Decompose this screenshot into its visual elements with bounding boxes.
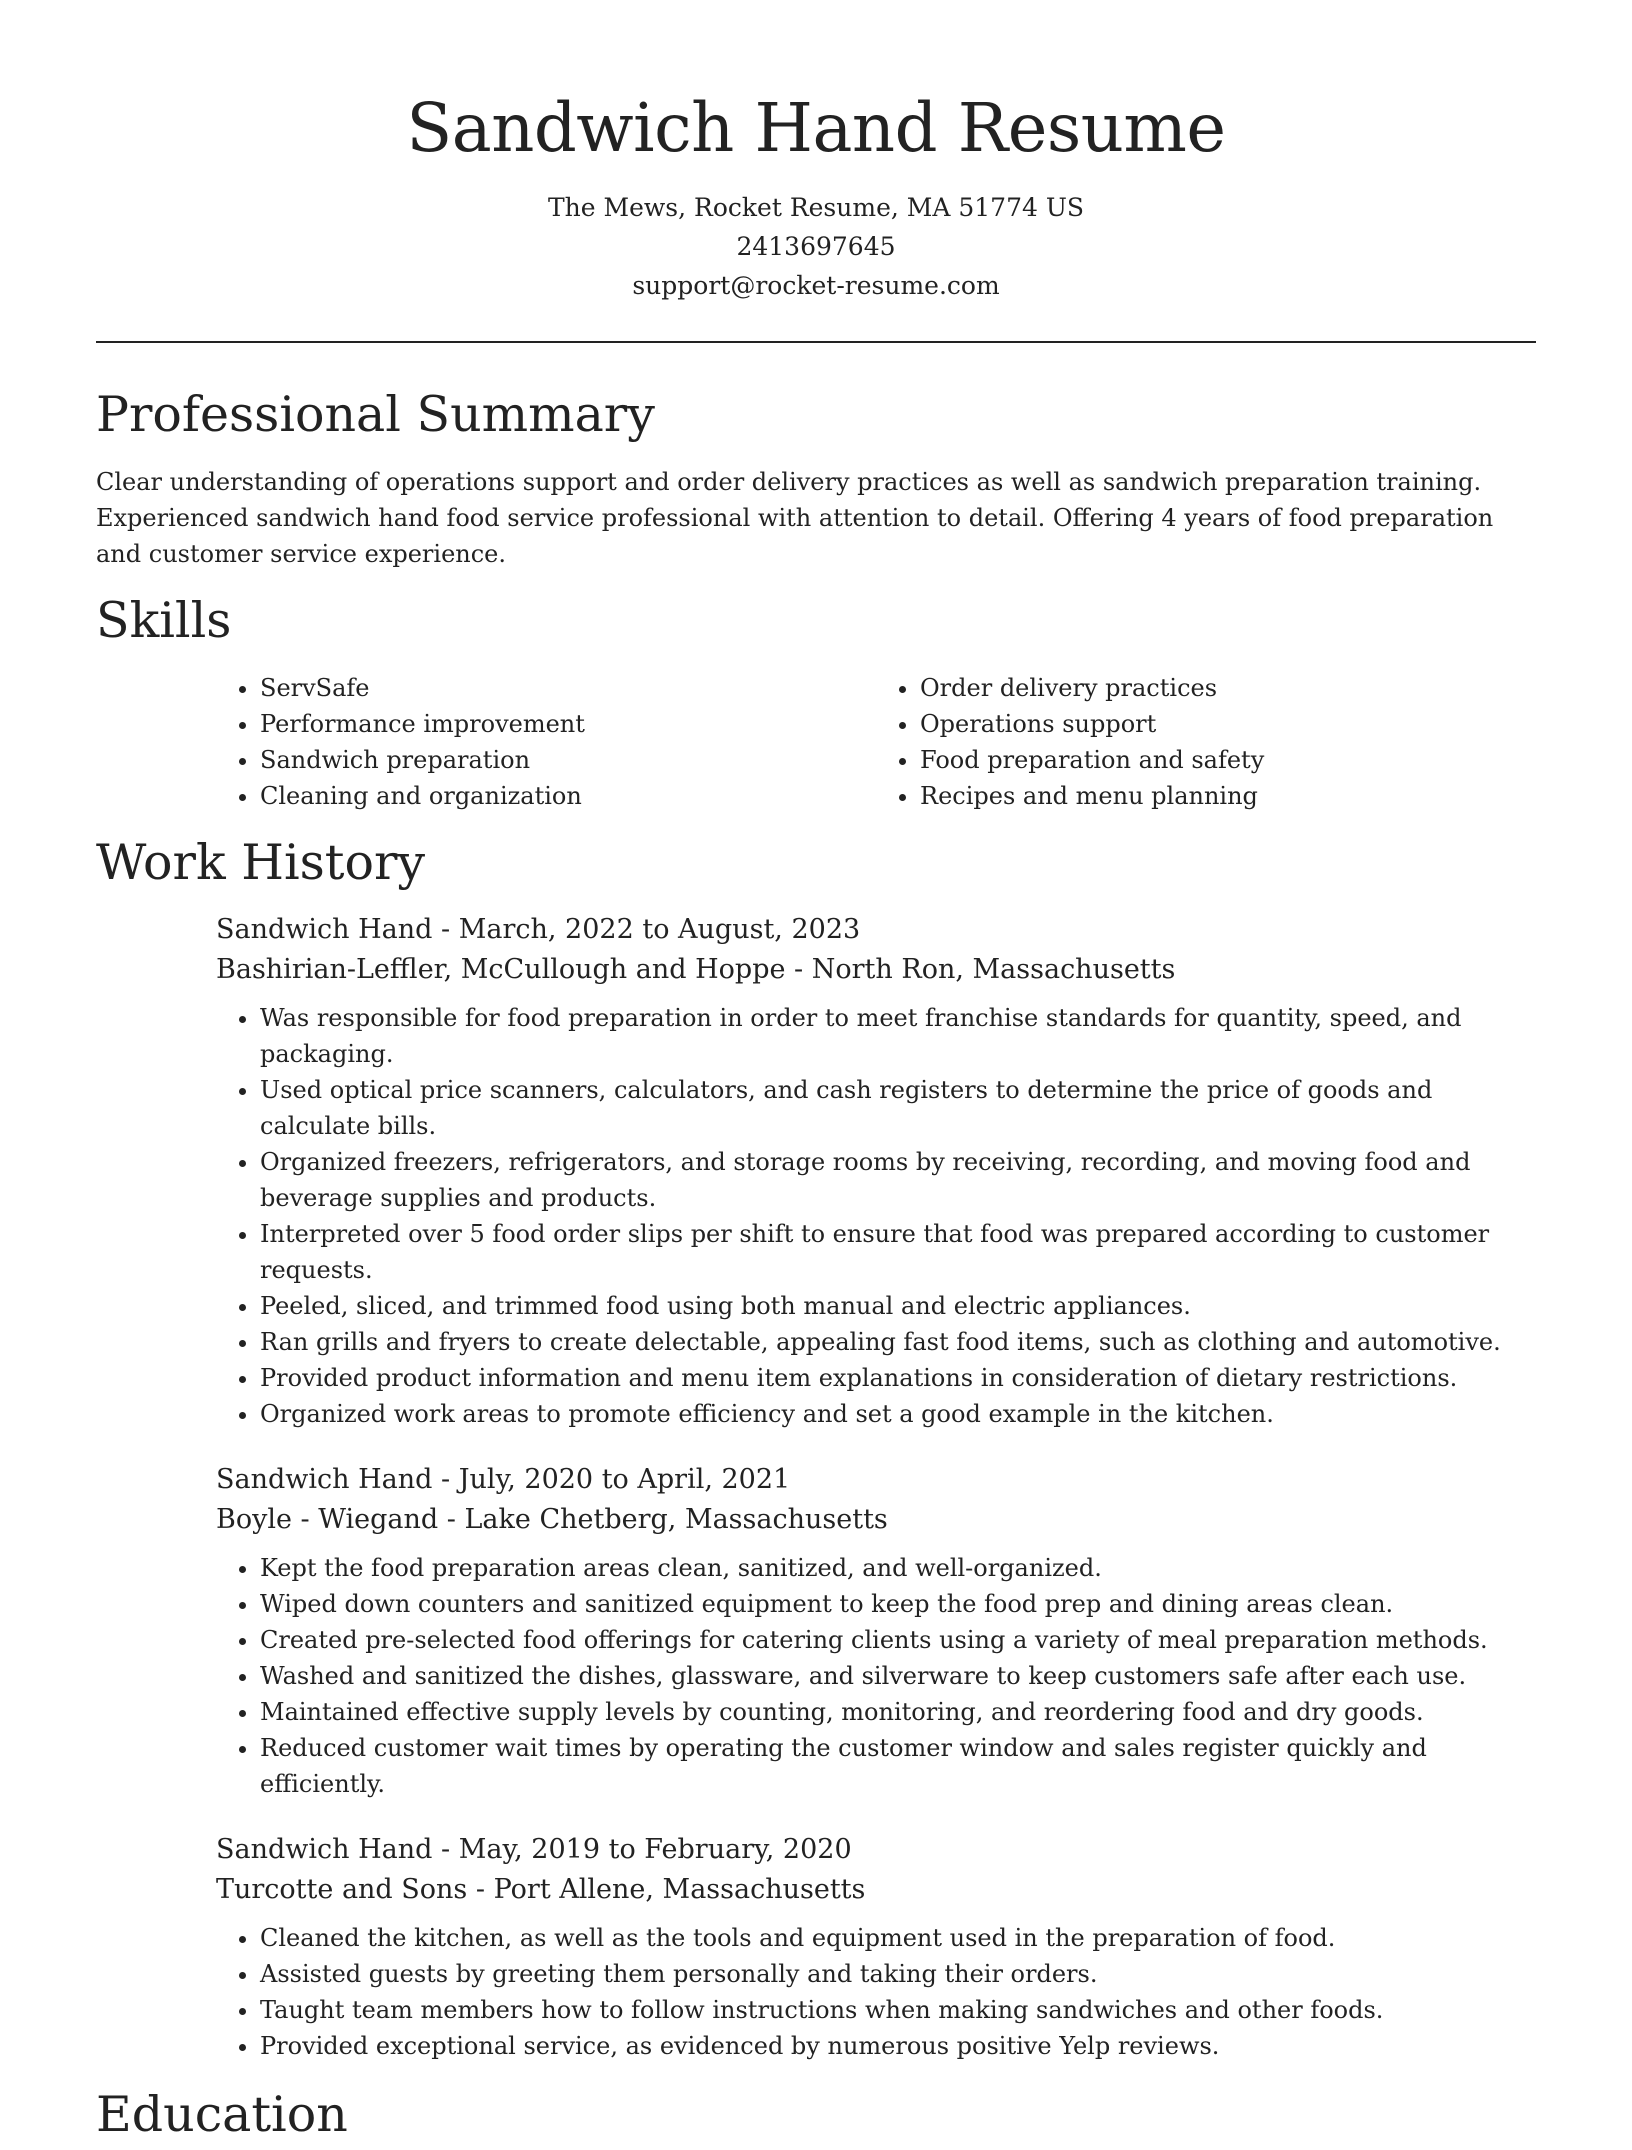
duty-item: • Wiped down counters and sanitized equipment to keep the food prep and dining areas clean. <box>260 1586 1536 1622</box>
resume-title: Sandwich Hand Resume <box>406 89 1226 167</box>
skills-column-left <box>216 670 876 814</box>
job-entry <box>216 1830 1536 2064</box>
duty-item: • Used optical price scanners, calculators, and cash registers to determine the price of goods and calculate bills. <box>260 1072 1536 1144</box>
skills-list <box>216 670 1536 814</box>
skill-item: • Sandwich preparation <box>260 742 876 778</box>
separator: - <box>432 1834 459 1865</box>
separator: - <box>432 1464 459 1495</box>
skill-item: • Operations support <box>920 706 1536 742</box>
job-duties <box>216 1920 1536 2064</box>
job-title-line <box>216 1830 1536 1870</box>
job-company-line <box>216 950 1536 990</box>
job-company-line <box>216 1870 1536 1910</box>
job-company: Boyle - Wiegand <box>216 1504 439 1535</box>
duty-item: • Maintained effective supply levels by counting, monitoring, and reordering food and dry goods. <box>260 1694 1536 1730</box>
duty-item: • Created pre-selected food offerings for catering clients using a variety of meal preparation methods. <box>260 1622 1536 1658</box>
job-location: North Ron, Massachusetts <box>811 954 1176 985</box>
job-entry <box>216 910 1536 1432</box>
email: support@rocket-resume.com <box>632 271 1000 300</box>
resume-body <box>96 380 1536 2150</box>
resume-header <box>0 0 1632 305</box>
job-company: Bashirian-Leffler, McCullough and Hoppe <box>216 954 786 985</box>
job-dates: May, 2019 to February, 2020 <box>458 1834 852 1865</box>
duty-item: • Washed and sanitized the dishes, glassware, and silverware to keep customers safe after each use. <box>260 1658 1536 1694</box>
work-history-heading: Work History <box>96 834 426 891</box>
skill-item: • Cleaning and organization <box>260 778 876 814</box>
job-company: Turcotte and Sons <box>216 1874 468 1905</box>
job-company-line <box>216 1500 1536 1540</box>
skill-item: • Order delivery practices <box>920 670 1536 706</box>
address: The Mews, Rocket Resume, MA 51774 US <box>547 193 1085 222</box>
job-role: Sandwich Hand <box>216 914 433 945</box>
job-dates: July, 2020 to April, 2021 <box>458 1464 791 1495</box>
duty-item: • Assisted guests by greeting them personally and taking their orders. <box>260 1956 1536 1992</box>
duty-item: • Organized work areas to promote efficiency and set a good example in the kitchen. <box>260 1396 1536 1432</box>
job-location: Port Allene, Massachusetts <box>493 1874 866 1905</box>
duty-item: • Organized freezers, refrigerators, and storage rooms by receiving, recording, and moving food and beverage supplies and products. <box>260 1144 1536 1216</box>
duty-item: • Reduced customer wait times by operating the customer window and sales register quickly and efficiently. <box>260 1730 1536 1802</box>
job-role: Sandwich Hand <box>216 1834 433 1865</box>
duty-item: • Was responsible for food preparation in order to meet franchise standards for quantity, speed, and packaging. <box>260 1000 1536 1072</box>
skill-item: • Food preparation and safety <box>920 742 1536 778</box>
job-title-line <box>216 910 1536 950</box>
contact-block <box>0 188 1632 305</box>
skill-item: • Performance improvement <box>260 706 876 742</box>
header-divider <box>96 341 1536 343</box>
phone: 2413697645 <box>736 232 896 261</box>
duty-item: • Taught team members how to follow instructions when making sandwiches and other foods. <box>260 1992 1536 2028</box>
job-duties <box>216 1000 1536 1432</box>
duty-item: • Provided exceptional service, as evidenced by numerous positive Yelp reviews. <box>260 2028 1536 2064</box>
job-title-line <box>216 1460 1536 1500</box>
duty-item: • Provided product information and menu item explanations in consideration of dietary restrictions. <box>260 1360 1536 1396</box>
separator: - <box>438 1504 465 1535</box>
job-role: Sandwich Hand <box>216 1464 433 1495</box>
summary-text: Clear understanding of operations support and order delivery practices as well as sandwich preparation training. Experienced sandwich hand food service professional with attention to detail. Offering 4 years of food preparation and customer service experience. <box>96 468 1494 568</box>
duty-item: • Peeled, sliced, and trimmed food using both manual and electric appliances. <box>260 1288 1536 1324</box>
separator: - <box>432 914 459 945</box>
duty-item: • Cleaned the kitchen, as well as the tools and equipment used in the preparation of food. <box>260 1920 1536 1956</box>
separator: - <box>785 954 812 985</box>
separator: - <box>467 1874 494 1905</box>
skill-item: • ServSafe <box>260 670 876 706</box>
skills-column-right <box>876 670 1536 814</box>
job-entry <box>216 1460 1536 1802</box>
duty-item: • Interpreted over 5 food order slips per shift to ensure that food was prepared according to customer requests. <box>260 1216 1536 1288</box>
skill-item: • Recipes and menu planning <box>920 778 1536 814</box>
job-location: Lake Chetberg, Massachusetts <box>464 1504 888 1535</box>
summary-heading: Professional Summary <box>96 386 655 443</box>
job-dates: March, 2022 to August, 2023 <box>458 914 861 945</box>
duty-item: • Kept the food preparation areas clean, sanitized, and well-organized. <box>260 1550 1536 1586</box>
education-heading: Education <box>96 2086 348 2143</box>
skills-heading: Skills <box>96 592 232 649</box>
duty-item: • Ran grills and fryers to create delectable, appealing fast food items, such as clothing and automotive. <box>260 1324 1536 1360</box>
job-duties <box>216 1550 1536 1802</box>
